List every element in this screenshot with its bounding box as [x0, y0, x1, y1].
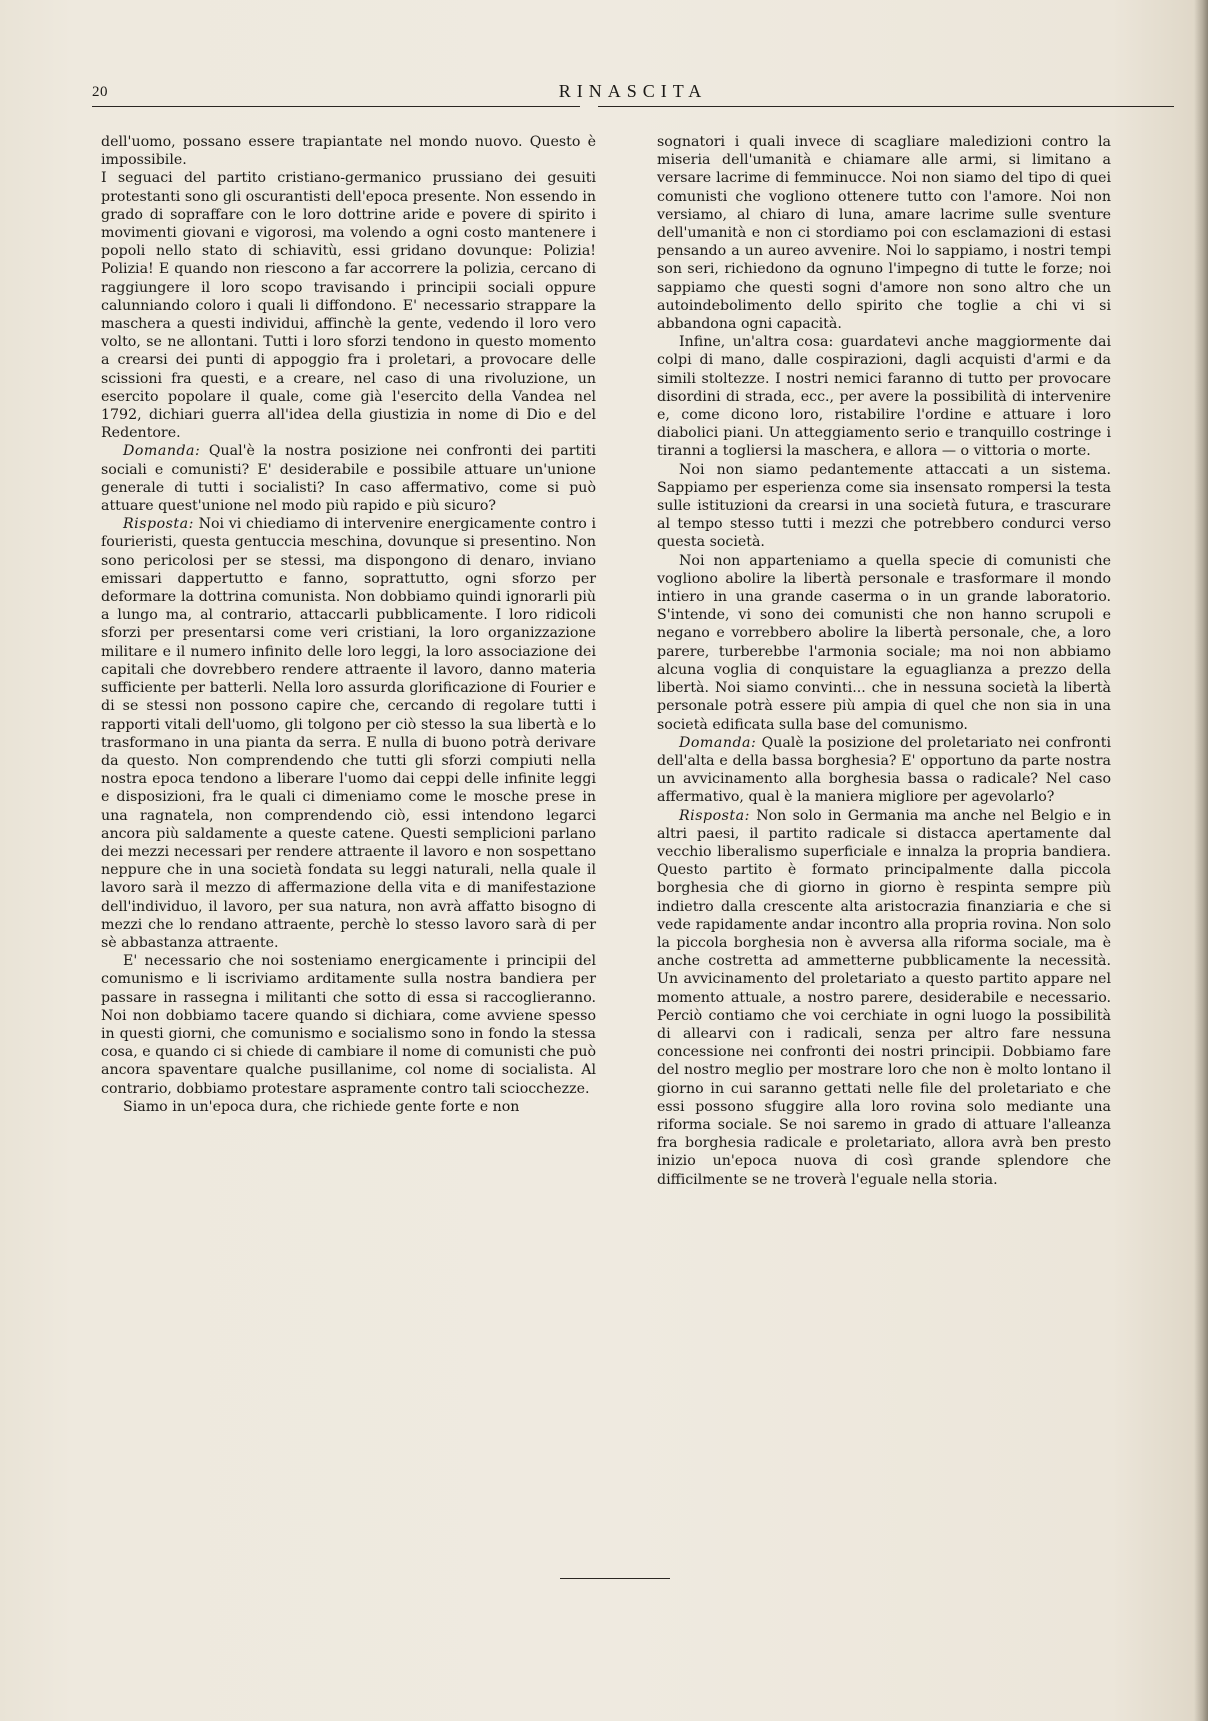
answer-text: Noi vi chiediamo di intervenire energicamente contro i fourieristi, questa gentuccia meschina, dovunque si presentino. Non sono pericolosi per se stessi, ma dispongono di denaro, inviano emissari dappertutto e fanno, soprattutto, ogni sforzo per deformare la dottrina comunista. Non dobbiamo quindi ignorarli più a lungo ma, al contrario, attaccarli pubblicamente. I loro ridicoli sforzi per presentarsi come veri cristiani, la loro organizzazione militare e il numero infinito delle loro leggi, la loro associazione dei capitali che dovrebbero rendere attraente il lavoro, danno materia sufficiente per batterli. Nella loro assurda glorificazione di Fourier e di se stessi non possono capire che, cercando di regolare tutti i rapporti vitali dell'uomo, gli tolgono per ciò stesso la sua libertà e lo trasformano in una pianta da serra. E nulla di buono potrà derivare da questo. Non comprendendo che tutti gli sforzi compiuti nella nostra epoca tendono a liberare l'uomo dai ceppi delle infinite leggi e disposizioni, fra le quali ci dimeniamo come le mosche prese in una ragnatela, non comprendendo ciò, essi intendono legarci ancora più saldamente a queste catene. Questi semplicioni parlano dei mezzi necessari per rendere attraente il lavoro e non sospettano neppure che in una società fondata su leggi naturali, nella quale il lavoro sarà il mezzo di affermazione della vita e di manifestazione dell'individuo, il lavoro, per sua natura, non avrà affatto bisogno di mezzi che lo rendano attraente, perchè lo stesso lavoro sarà di per sè abbastanza attraente.: [101, 516, 596, 951]
answer-label: Risposta:: [679, 807, 750, 824]
page-number: 20: [92, 84, 108, 100]
paragraph: Noi non apparteniamo a quella specie di comunisti che vogliono abolire la libertà personale e trasformare il mondo intiero in una grande caserma o in un grande laboratorio. S'intende, vi sono dei comunisti che non hanno scrupoli e negano e vorrebbero abolire la libertà personale, che, a loro parere, turberebbe l'armonia sociale; ma noi non abbiamo alcuna voglia di conquistare la eguaglianza a prezzo della libertà. Noi siamo convinti... che in nessuna società la libertà personale potrà essere più ampia di quel che non sia in una società edificata sulla base del comunismo.: [657, 552, 1111, 733]
question-paragraph: [101, 442, 596, 515]
question-text: Qual'è la nostra posizione nei confronti dei partiti sociali e comunisti? E' desiderabile e possibile attuare un'unione generale di tutti i socialisti? In caso affermativo, come si può attuare quest'unione nel modo più rapido e più sicuro?: [101, 443, 596, 515]
paragraph: dell'uomo, possano essere trapiantate nel mondo nuovo. Questo è impossibile.: [101, 134, 596, 169]
paragraph: E' necessario che noi sosteniamo energicamente i principii del comunismo e li iscriviamo arditamente sulla nostra bandiera per passare in rassegna i militanti che sotto di essa si raccoglieranno. Noi non dobbiamo tacere quando si dichiara, come avviene spesso in questi giorni, che comunismo e socialismo sono in fondo la stessa cosa, e quando ci si chiede di cambiare il nome di comunisti che può ancora spaventare qualche pusillanime, col nome di socialista. Al contrario, dobbiamo protestare aspramente contro tali sciocchezze.: [101, 953, 596, 1097]
answer-paragraph: [657, 807, 1111, 1189]
question-paragraph: [657, 734, 1111, 807]
paragraph: sognatori i quali invece di scagliare maledizioni contro la miseria dell'umanità e chiamare alle armi, si limitano a versare lacrime di femminucce. Noi non siamo del tipo di quei comunisti che vogliono ottenere tutto con l'amore. Noi non versiamo, al chiaro di luna, amare lacrime sulle sventure dell'umanità e non ci stordiamo poi con esclamazioni di estasi pensando a un aureo avvenire. Noi lo sappiamo, i nostri tempi son seri, richiedono da ognuno l'impegno di tutte le forze; noi sappiamo che questi sogni d'amore non sono altro che un autoindebolimento dello spirito che toglie a chi vi si abbandona ogni capacità.: [657, 134, 1111, 333]
running-title: RINASCITA: [558, 81, 708, 101]
answer-paragraph: [101, 515, 596, 952]
question-text: Qualè la posizione del proletariato nei confronti dell'alta e della bassa borghesia? E' opportuno da parte nostra un avvicinamento alla borghesia bassa o radicale? Nel caso affermativo, qual è la maniera migliore per agevolarlo?: [657, 734, 1111, 806]
paragraph: I seguaci del partito cristiano-germanico prussiano dei gesuiti protestanti sono gli oscurantisti dell'epoca presente. Non essendo in grado di sopraffare con le loro dottrine aride e povere di spirito i movimenti giovani e vigorosi, ma volendo a ogni costo mantenere i popoli nello stato di schiavitù, essi gridano dovunque: Polizia! Polizia! E quando non riescono a far accorrere la polizia, cercano di raggiungere il loro scopo travisando i principii sociali oppure calunniando coloro i quali li diffondono. E' necessario strappare la maschera a questi individui, affinchè la gente, vedendo il loro vero volto, se ne allontani. Tutti i loro sforzi tendono in questo momento a crearsi dei punti di appoggio fra i proletari, a provocare delle scissioni fra questi, e a creare, nel caso di una rivoluzione, un esercito popolare il quale, come già l'esercito della Vandea nel 1792, dichiari guerra all'idea della giustizia in nome di Dio e del Redentore.: [101, 170, 596, 442]
right-column: [657, 133, 1111, 1189]
header-rule-right: [598, 106, 1174, 107]
answer-text: Non solo in Germania ma anche nel Belgio e in altri paesi, il partito radicale si distacca apertamente dal vecchio liberalismo superficiale e innalza la propria bandiera. Questo partito è formato principalmente dalla piccola borghesia che di giorno in giorno è respinta sempre più indietro dalla crescente alta aristocrazia finanziaria e che si vede rapidamente andar incontro alla propria rovina. Non solo la piccola borghesia non è avversa alla riforma sociale, ma è anche costretta ad ammetterne pubblicamente la necessità. Un avvicinamento del proletariato a questo partito appare nel momento attuale, a nostro parere, desiderabile e necessario. Perciò contiamo che voi cerchiate in ogni luogo la possibilità di allearvi con i radicali, senza per altro fare nessuna concessione nei confronti dei nostri principii. Dobbiamo fare del nostro meglio per mostrare loro che non è molto lontano il giorno in cui saranno gettati nelle file del proletariato e che essi possono sfuggire alla loro rovina solo mediante una riforma sociale. Se noi saremo in grado di attuare l'alleanza fra borghesia radicale e proletariato, allora avrà ben presto inizio un'epoca nuova di così grande splendore che difficilmente se ne troverà l'eguale nella storia.: [657, 807, 1111, 1188]
answer-label: Risposta:: [123, 516, 194, 533]
left-column: [101, 133, 596, 1116]
header-rule-left: [92, 106, 580, 107]
page-binding-shadow: [1194, 0, 1208, 1721]
paragraph: Infine, un'altra cosa: guardatevi anche maggiormente dai colpi di mano, dalle cospirazioni, dagli acquisti d'armi e da simili stoltezze. I nostri nemici faranno di tutto per provocare disordini di strada, ecc., per avere la possibilità di intervenire e, come dicono loro, ristabilire l'ordine e attuare i loro diabolici piani. Un atteggiamento serio e tranquillo costringe i tiranni a togliersi la maschera, e allora — o vittoria o morte.: [657, 334, 1111, 460]
question-label: Domanda:: [123, 443, 201, 460]
paragraph: Noi non siamo pedantemente attaccati a un sistema. Sappiamo per esperienza come sia insensato rompersi la testa sulle istituzioni da crearsi in una società futura, e trascurare al tempo stesso tutti i mezzi che potrebbero condurci verso questa società.: [657, 461, 1111, 551]
question-label: Domanda:: [679, 734, 757, 751]
page-header: [92, 78, 1174, 108]
article-end-rule: [560, 1578, 670, 1579]
paragraph: Siamo in un'epoca dura, che richiede gente forte e non: [123, 1098, 520, 1115]
